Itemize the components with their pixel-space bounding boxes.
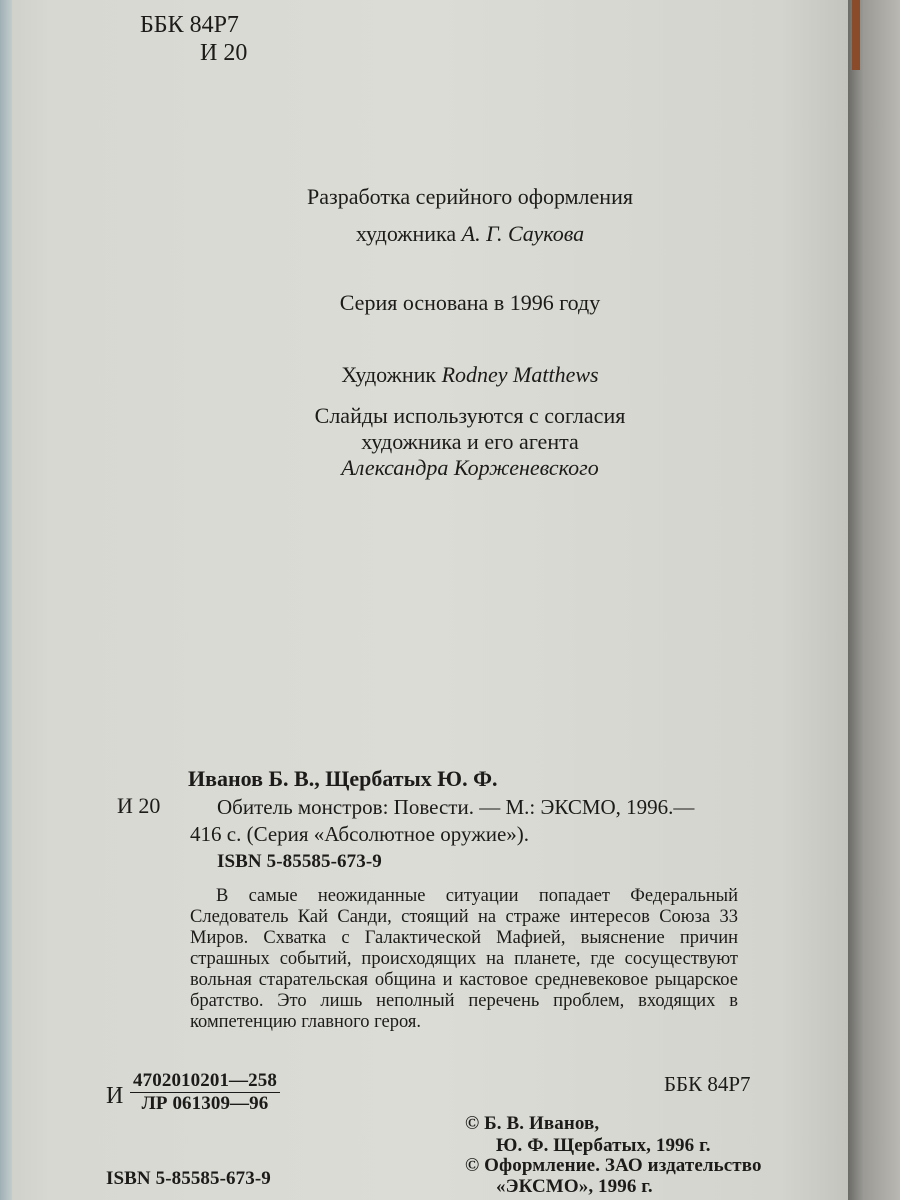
catalog-isbn: ISBN 5-85585-673-9 [217, 851, 382, 872]
footer-code-top: 4702010201—258 [130, 1070, 280, 1093]
artist-name: Rodney Matthews [441, 362, 599, 387]
copyright-line2: Ю. Ф. Щербатых, 1996 г. [496, 1135, 711, 1156]
design-credit-line2 [270, 221, 670, 247]
footer-code-fraction [130, 1070, 280, 1115]
slides-line2: художника и его агента [361, 429, 579, 454]
design-credit-line1: Разработка серийного оформления [307, 184, 633, 209]
design-credit-prefix: художника [355, 221, 457, 246]
catalog-authors: Иванов Б. В., Щербатых Ю. Ф. [188, 766, 498, 791]
design-credit-name: А. Г. Саукова [461, 221, 585, 246]
footer-bbk: ББК 84Р7 [664, 1072, 751, 1096]
series-founded: Серия основана в 1996 году [339, 290, 601, 315]
catalog-line2: 416 с. (Серия «Абсолютное оружие»). [190, 822, 530, 846]
adjacent-page-edge [848, 0, 900, 1200]
slides-line3: Александра Корженевского [341, 455, 599, 480]
annotation-paragraph: В самые неожиданные ситуации попадает Федеральный Следователь Кай Санди, стоящий на страже интересов Союза 33 Миров. Схватка с Галактической Мафией, выяснение причин страшных событий, происходящих на планете, где сосуществуют вольная старательская община и кастовое средневековое рыцарское братство. Это лишь неполный перечень проблем, входящих в компетенцию главного героя. [190, 886, 738, 1032]
footer-index-letter: И [106, 1083, 124, 1109]
copyright-line3: © Оформление. ЗАО издательство [465, 1155, 762, 1176]
slides-line1: Слайды используются с согласия [314, 403, 626, 428]
artist-credit [270, 362, 670, 388]
copyright-line1: © Б. В. Иванов, [465, 1113, 600, 1134]
footer-code-bottom: ЛР 061309—96 [141, 1093, 269, 1114]
bbk-code-top: ББК 84Р7 [140, 12, 239, 38]
artist-prefix: Художник [341, 362, 437, 387]
catalog-index: И 20 [117, 793, 161, 818]
footer-isbn: ISBN 5-85585-673-9 [106, 1168, 271, 1189]
copyright-line4: «ЭКСМО», 1996 г. [496, 1176, 653, 1197]
cover-edge [0, 0, 12, 1200]
catalog-line1: Обитель монстров: Повести. — М.: ЭКСМО, 1996.— [217, 795, 695, 819]
cover-strip [852, 0, 860, 70]
index-code-top: И 20 [200, 40, 248, 66]
